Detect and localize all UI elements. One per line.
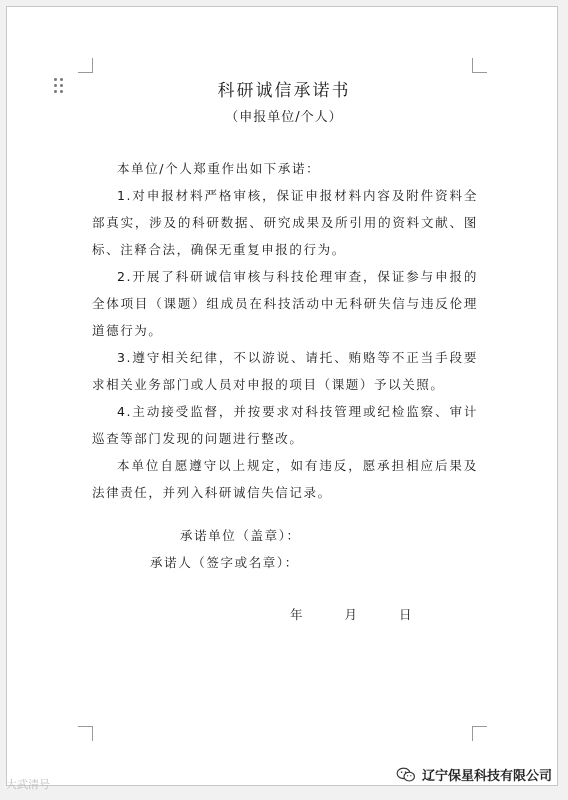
company-name: 辽宁保星科技有限公司 bbox=[421, 769, 552, 784]
document-subtitle: （申报单位/个人） bbox=[225, 110, 343, 125]
crop-mark-top-left bbox=[78, 58, 93, 73]
date-month-label: 月 bbox=[344, 607, 357, 622]
commitment-paragraph-1: 1.对申报材料严格审核，保证申报材料内容及附件资料全部真实，涉及的科研数据、研究成果及所引用的资料文献、图标、注释合法，确保无重复申报的行为。 bbox=[92, 188, 478, 257]
closing-paragraph: 本单位自愿遵守以上规定，如有违反，愿承担相应后果及法律责任，并列入科研诚信失信记录。 bbox=[92, 458, 478, 500]
commitment-paragraph-3: 3.遵守相关纪律，不以游说、请托、贿赂等不正当手段要求相关业务部门或人员对申报的项目（课题）予以关照。 bbox=[92, 350, 478, 392]
signature-person-label: 承诺人（签字或名章）： bbox=[150, 555, 299, 570]
signature-unit-label: 承诺单位（盖章）： bbox=[180, 528, 301, 543]
date-day-label: 日 bbox=[398, 607, 412, 622]
watermark-text: 大武清号 bbox=[6, 778, 50, 791]
crop-mark-top-right bbox=[472, 58, 487, 73]
crop-mark-bottom-right bbox=[472, 726, 487, 741]
document-body bbox=[92, 155, 478, 506]
intro-paragraph: 本单位/个人郑重作出如下承诺： bbox=[117, 161, 321, 176]
crop-mark-bottom-left bbox=[78, 726, 93, 741]
document-title: 科研诚信承诺书 bbox=[217, 81, 351, 101]
date-year-label: 年 bbox=[290, 607, 303, 622]
wechat-icon bbox=[396, 767, 416, 783]
commitment-paragraph-4: 4.主动接受监督，并按要求对科技管理或纪检监察、审计巡查等部门发现的问题进行整改。 bbox=[92, 404, 478, 446]
commitment-paragraph-2: 2.开展了科研诚信审核与科技伦理审查，保证参与申报的全体项目（课题）组成员在科技活动中无科研失信与违反伦理道德行为。 bbox=[92, 269, 478, 338]
date-line bbox=[290, 605, 411, 623]
company-logo bbox=[396, 765, 552, 784]
